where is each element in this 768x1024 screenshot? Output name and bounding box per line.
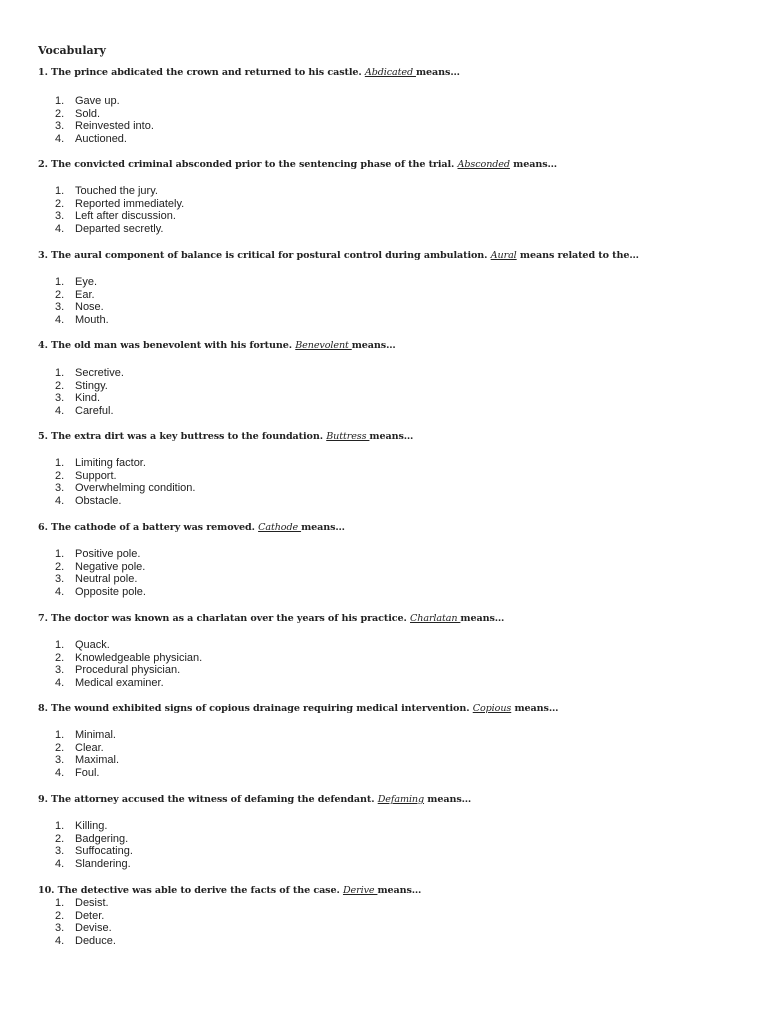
option-text: Badgering. — [75, 832, 129, 845]
answer-option — [55, 820, 133, 833]
option-text: Mouth. — [75, 313, 109, 326]
answer-option — [55, 754, 119, 767]
vocabulary-word: Absconded — [457, 159, 510, 170]
question-text: 5. The extra dirt was a key buttress to the foundation. — [38, 431, 327, 442]
answer-option — [55, 858, 133, 871]
question-text: 10. The detective was able to derive the facts of the case. — [38, 885, 343, 896]
option-text: Devise. — [75, 922, 112, 935]
question-text: 9. The attorney accused the witness of defaming the defendant. — [38, 794, 378, 805]
answer-options — [55, 820, 133, 870]
answer-options — [55, 185, 184, 235]
option-text: Quack. — [75, 639, 110, 651]
vocabulary-word: Aural — [490, 250, 517, 261]
answer-option — [55, 314, 109, 327]
answer-options — [55, 548, 146, 598]
option-number: 4. — [55, 313, 65, 326]
option-number: 1. — [55, 548, 65, 560]
answer-option — [55, 573, 146, 586]
answer-option — [55, 367, 124, 380]
option-text: Auctioned. — [75, 132, 127, 145]
option-number: 2. — [55, 651, 65, 664]
option-text: Suffocating. — [75, 845, 133, 858]
option-text: Reported immediately. — [75, 197, 185, 210]
question-text: 8. The wound exhibited signs of copious drainage requiring medical intervention. — [38, 703, 473, 714]
question-1 — [38, 67, 460, 78]
option-number: 2. — [55, 197, 65, 210]
option-text: Opposite pole. — [75, 585, 146, 598]
answer-option — [55, 845, 133, 858]
option-text: Procedural physician. — [75, 664, 181, 677]
question-8 — [38, 703, 558, 714]
option-number: 4. — [55, 934, 65, 947]
answer-option — [55, 561, 146, 574]
question-text: 2. The convicted criminal absconded prior to the sentencing phase of the trial. — [38, 159, 458, 170]
vocabulary-word: Cathode — [258, 522, 302, 533]
option-text: Maximal. — [75, 754, 120, 767]
option-number: 1. — [55, 95, 65, 107]
option-text: Clear. — [75, 741, 104, 754]
option-text: Killing. — [75, 820, 108, 832]
answer-option — [55, 198, 184, 211]
question-suffix: means… — [351, 340, 396, 351]
option-number: 2. — [55, 560, 65, 573]
option-number: 2. — [55, 909, 65, 922]
answer-option — [55, 935, 116, 948]
answer-option — [55, 120, 154, 133]
answer-option — [55, 677, 202, 690]
option-number: 2. — [55, 107, 65, 120]
answer-option — [55, 289, 109, 302]
answer-option — [55, 664, 202, 677]
question-text: 7. The doctor was known as a charlatan over the years of his practice. — [38, 613, 410, 624]
option-number: 4. — [55, 766, 65, 779]
answer-option — [55, 301, 109, 314]
answer-option — [55, 185, 184, 198]
option-number: 1. — [55, 897, 65, 909]
answer-option — [55, 223, 184, 236]
option-number: 4. — [55, 676, 65, 689]
answer-options — [55, 897, 116, 947]
option-text: Eye. — [75, 276, 98, 288]
answer-option — [55, 767, 119, 780]
vocabulary-word: Defaming — [377, 794, 425, 805]
answer-options — [55, 276, 109, 326]
option-number: 2. — [55, 832, 65, 845]
answer-option — [55, 586, 146, 599]
answer-option — [55, 742, 119, 755]
option-number: 2. — [55, 741, 65, 754]
option-number: 1. — [55, 367, 65, 379]
option-text: Sold. — [75, 107, 101, 120]
option-number: 4. — [55, 494, 65, 507]
answer-options — [55, 95, 154, 145]
option-number: 4. — [55, 132, 65, 145]
option-text: Obstacle. — [75, 494, 122, 507]
answer-option — [55, 380, 124, 393]
answer-option — [55, 95, 154, 108]
option-text: Medical examiner. — [75, 676, 164, 689]
question-3 — [38, 250, 639, 261]
answer-option — [55, 639, 202, 652]
option-number: 3. — [55, 845, 65, 858]
option-number: 4. — [55, 585, 65, 598]
question-text: 3. The aural component of balance is critical for postural control during ambulation. — [38, 250, 491, 261]
option-number: 2. — [55, 379, 65, 392]
question-5 — [38, 431, 413, 442]
option-text: Nose. — [75, 301, 104, 314]
answer-option — [55, 470, 195, 483]
option-number: 3. — [55, 922, 65, 935]
vocabulary-word: Charlatan — [410, 613, 461, 624]
option-text: Overwhelming condition. — [75, 482, 196, 495]
option-text: Gave up. — [75, 95, 120, 107]
question-6 — [38, 522, 345, 533]
answer-options — [55, 457, 195, 507]
question-10 — [38, 885, 421, 896]
question-suffix: means related to the… — [516, 250, 639, 261]
question-suffix: means… — [511, 703, 559, 714]
answer-option — [55, 108, 154, 121]
option-text: Negative pole. — [75, 560, 146, 573]
vocabulary-word: Copious — [472, 703, 512, 714]
option-text: Careful. — [75, 404, 114, 417]
option-number: 3. — [55, 392, 65, 405]
option-number: 4. — [55, 222, 65, 235]
answer-option — [55, 548, 146, 561]
answer-option — [55, 833, 133, 846]
option-text: Touched the jury. — [75, 185, 158, 197]
option-text: Slandering. — [75, 857, 131, 870]
option-number: 3. — [55, 301, 65, 314]
option-text: Minimal. — [75, 729, 116, 741]
option-number: 4. — [55, 857, 65, 870]
answer-option — [55, 495, 195, 508]
question-suffix: means… — [509, 159, 558, 170]
option-text: Positive pole. — [75, 548, 141, 560]
option-text: Knowledgeable physician. — [75, 651, 203, 664]
question-suffix: means… — [460, 613, 505, 624]
option-text: Kind. — [75, 392, 101, 405]
option-text: Left after discussion. — [75, 210, 176, 223]
option-number: 3. — [55, 573, 65, 586]
answer-options — [55, 367, 124, 417]
question-suffix: means… — [415, 67, 460, 78]
answer-option — [55, 910, 116, 923]
question-suffix: means… — [301, 522, 345, 533]
vocabulary-word: Abdicated — [364, 67, 416, 78]
option-number: 3. — [55, 482, 65, 495]
answer-option — [55, 392, 124, 405]
option-number: 1. — [55, 820, 65, 832]
question-4 — [38, 340, 396, 351]
option-number: 3. — [55, 120, 65, 133]
answer-option — [55, 457, 195, 470]
option-number: 1. — [55, 639, 65, 651]
option-number: 1. — [55, 276, 65, 288]
document-title: Vocabulary — [38, 44, 106, 57]
answer-option — [55, 405, 124, 418]
option-text: Ear. — [75, 288, 95, 301]
vocabulary-word: Buttress — [326, 431, 370, 442]
option-number: 3. — [55, 210, 65, 223]
answer-option — [55, 652, 202, 665]
option-number: 2. — [55, 469, 65, 482]
vocabulary-word: Derive — [342, 885, 378, 896]
option-text: Reinvested into. — [75, 120, 154, 133]
option-number: 4. — [55, 404, 65, 417]
question-9 — [38, 794, 471, 805]
option-text: Departed secretly. — [75, 222, 164, 235]
question-suffix: means… — [369, 431, 414, 442]
option-number: 3. — [55, 754, 65, 767]
question-7 — [38, 613, 504, 624]
answer-option — [55, 922, 116, 935]
option-text: Secretive. — [75, 367, 124, 379]
vocabulary-word: Benevolent — [295, 340, 352, 351]
option-text: Desist. — [75, 897, 109, 909]
option-text: Neutral pole. — [75, 573, 138, 586]
answer-options — [55, 729, 119, 779]
option-text: Support. — [75, 469, 117, 482]
option-number: 2. — [55, 288, 65, 301]
option-text: Deduce. — [75, 934, 116, 947]
answer-option — [55, 276, 109, 289]
option-text: Deter. — [75, 909, 105, 922]
question-text: 1. The prince abdicated the crown and returned to his castle. — [38, 67, 365, 78]
option-number: 3. — [55, 664, 65, 677]
option-number: 1. — [55, 457, 65, 469]
option-text: Foul. — [75, 766, 100, 779]
question-suffix: means… — [424, 794, 472, 805]
answer-option — [55, 210, 184, 223]
option-number: 1. — [55, 729, 65, 741]
question-suffix: means… — [377, 885, 422, 896]
answer-option — [55, 897, 116, 910]
question-text: 4. The old man was benevolent with his fortune. — [38, 340, 296, 351]
question-text: 6. The cathode of a battery was removed. — [38, 522, 259, 533]
option-text: Stingy. — [75, 379, 108, 392]
option-number: 1. — [55, 185, 65, 197]
answer-option — [55, 133, 154, 146]
answer-options — [55, 639, 202, 689]
question-2 — [38, 159, 557, 170]
answer-option — [55, 729, 119, 742]
option-text: Limiting factor. — [75, 457, 146, 469]
answer-option — [55, 482, 195, 495]
